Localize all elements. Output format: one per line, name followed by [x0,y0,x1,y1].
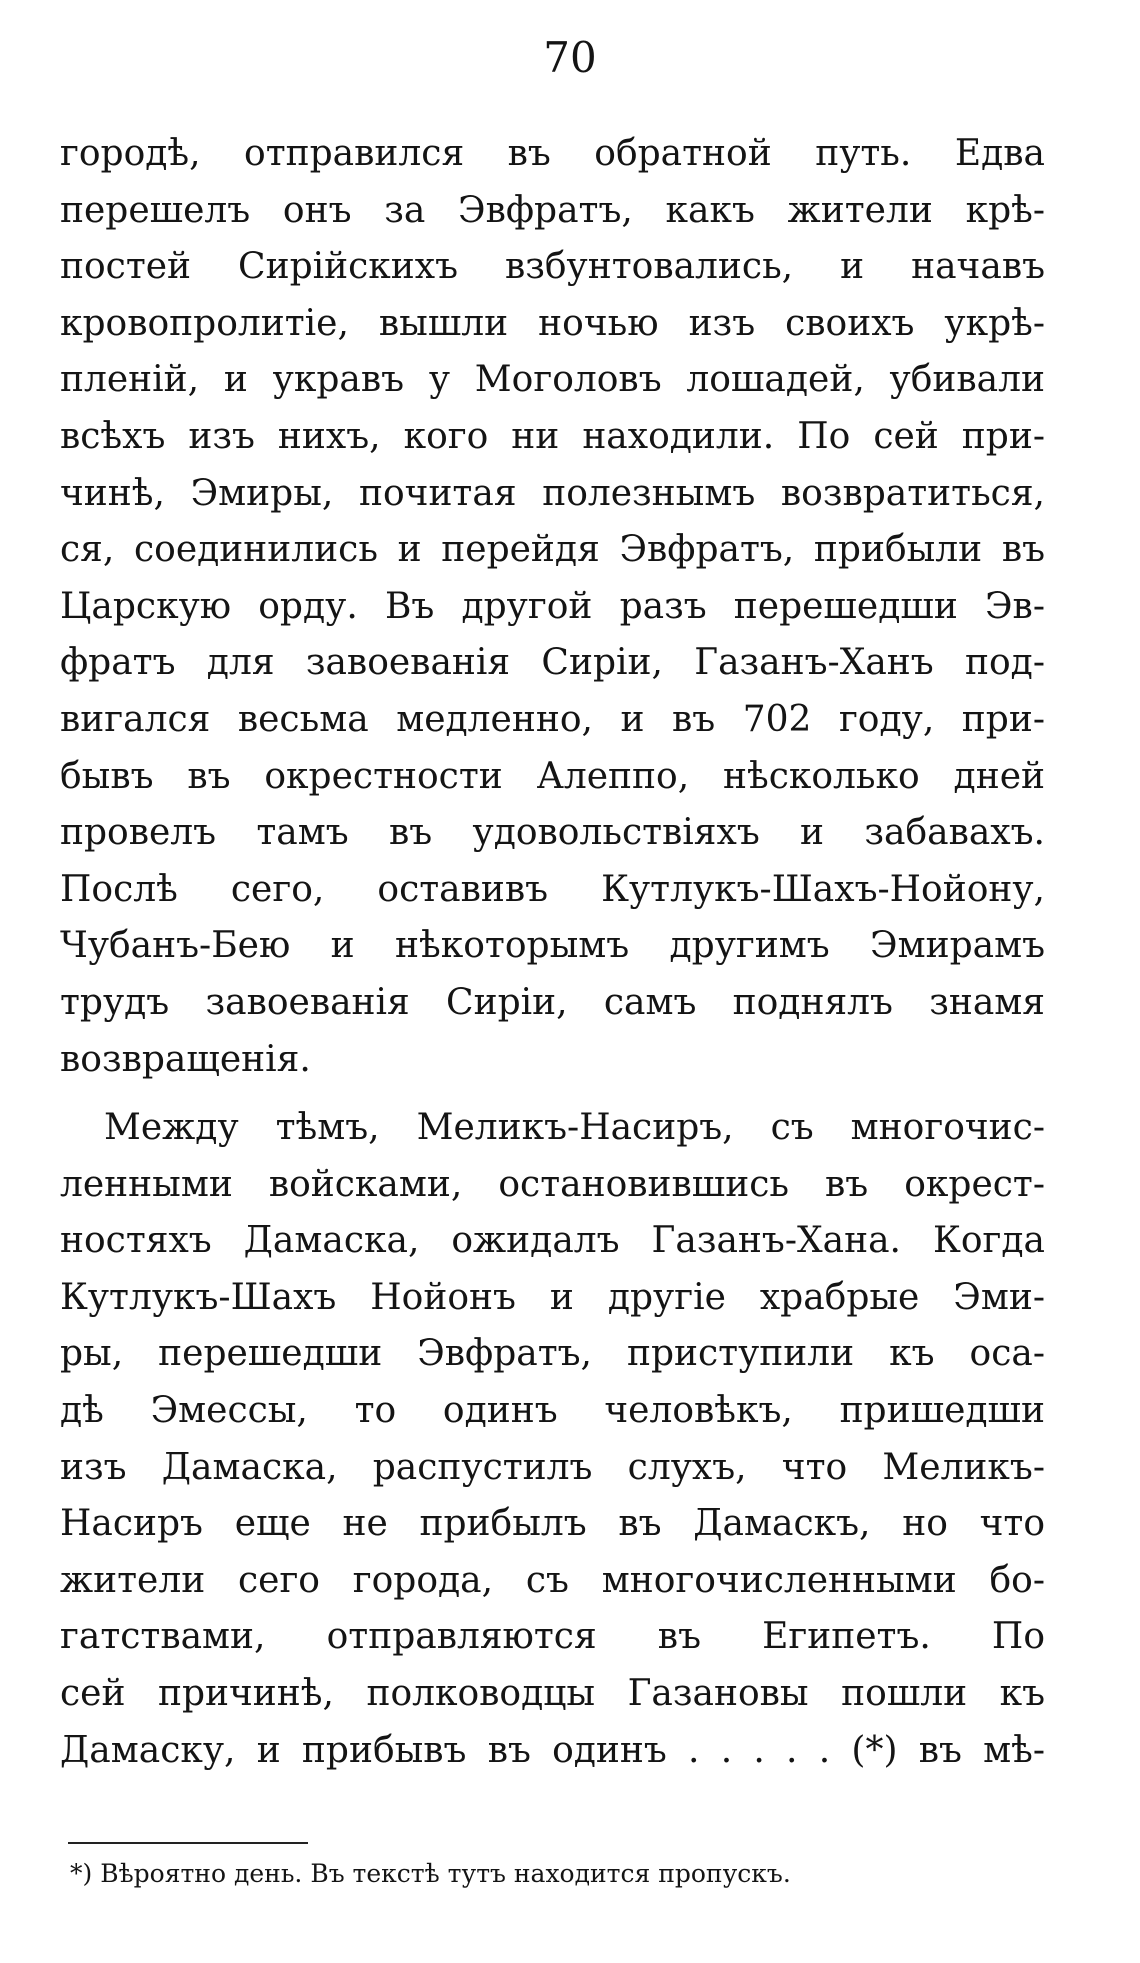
text-line: ленными войсками, остановившись въ окрест- [60,1163,1045,1205]
text-line: всѣхъ изъ нихъ, кого ни находили. По сей при- [60,415,1045,457]
text-line: бывъ въ окрестности Алеппо, нѣсколько дней [60,755,1045,797]
text-line: пленій, и укравъ у Моголовъ лошадей, убивали [60,359,1045,401]
text-line: ностяхъ Дамаска, ожидалъ Газанъ-Хана. Когда [60,1220,1045,1262]
text-line: сей причинѣ, полководцы Газановы пошли къ [60,1673,1045,1715]
text-line: фратъ для завоеванія Сиріи, Газанъ-Ханъ под- [60,642,1045,684]
text-line: дѣ Эмессы, то одинъ человѣкъ, пришедши [60,1390,1045,1432]
text-line: Послѣ сего, оставивъ Кутлукъ-Шахъ-Нойону, [60,868,1045,910]
text-line: провелъ тамъ въ удовольствіяхъ и забавахъ. [60,812,1045,854]
text-line: возвращенія. [60,1038,311,1080]
text-line: Кутлукъ-Шахъ Нойонъ и другіе храбрые Эми- [60,1276,1045,1318]
paragraph [60,1100,1045,1779]
paragraph-gap [60,1088,1045,1100]
text-line: Дамаску, и прибывъ въ одинъ . . . . . (*) въ мѣ- [60,1729,1045,1771]
text-line: кровопролитіе, вышли ночью изъ своихъ укрѣ- [60,302,1045,344]
text-line: трудъ завоеванія Сиріи, самъ поднялъ знамя [60,981,1045,1023]
paragraph [60,126,1045,1088]
text-line: Насиръ еще не прибылъ въ Дамаскъ, но что [60,1503,1045,1545]
text-line: перешелъ онъ за Эвфратъ, какъ жители крѣ- [60,189,1045,231]
text-line: жители сего города, съ многочисленными бо- [60,1559,1045,1601]
text-line: вигался весьма медленно, и въ 702 году, при- [60,698,1045,740]
text-line: гатствами, отправляются въ Египетъ. По [60,1616,1045,1658]
text-line: ры, перешедши Эвфратъ, приступили къ оса- [60,1333,1045,1375]
page-number: 70 [543,33,597,82]
text-line: Чубанъ-Бею и нѣкоторымъ другимъ Эмирамъ [60,925,1045,967]
text-line: Царскую орду. Въ другой разъ перешедши Эв- [60,585,1045,627]
text-line: Между тѣмъ, Меликъ-Насиръ, съ многочис- [104,1107,1045,1149]
text-line: изъ Дамаска, распустилъ слухъ, что Меликъ- [60,1446,1045,1488]
text-line: чинѣ, Эмиры, почитая полезнымъ возвратиться, [60,472,1045,514]
footnote: *) Вѣроятно день. Въ текстѣ тутъ находится пропускъ. [70,1859,791,1888]
body-text [60,126,1045,1779]
text-line: постей Сирійскихъ взбунтовались, и начавъ [60,246,1045,288]
text-line: ся, соединились и перейдя Эвфратъ, прибыли въ [60,529,1045,571]
text-line: городѣ, отправился въ обратной путь. Едва [60,133,1045,174]
footnote-rule [68,1842,308,1844]
